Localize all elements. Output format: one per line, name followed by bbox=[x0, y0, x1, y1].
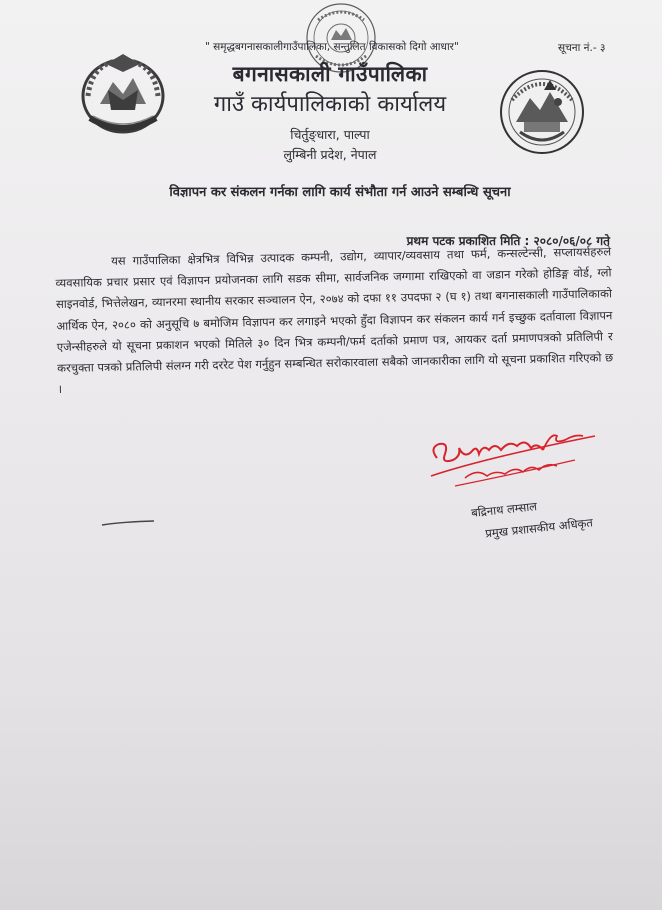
signatory-name: बद्रिनाथ लम्साल bbox=[470, 499, 538, 520]
slogan: " समृद्धबगनासकालीगाउँपालिका, सन्तुलित विकासको दिगो आधार" bbox=[205, 41, 459, 53]
handwritten-signature-icon bbox=[425, 420, 605, 500]
notice-number: सूचना नं.- ३ bbox=[558, 42, 606, 54]
signatory-title: प्रमुख प्रशासकीय अधिकृत bbox=[484, 515, 594, 541]
notice-body-text: यस गाउँपालिका क्षेत्रभित्र विभिन्न उत्पादक कम्पनी, उद्योग, व्यापार/व्यवसाय तथा फर्म, कन्सल्टेन्सी, सप्लायर्सहरुले व्यवसायिक प्रचार प्रसार एवं विज्ञापन प्रयोजनका लागि सडक सीमा, सार्वजनिक जग्गामा राखिएको वा जडान गरेको होडिङ्ग वोर्ड, ग्लो साइनवोर्ड, भित्तेलेखन, व्यानरमा स्थानीय सरकार सञ्चालन ऐन, २०७४ को दफा ११ उपदफा २ (घ १) तथा बगनासकाली गाउँपालिकाको आर्थिक ऐन, २०८० को अनुसूचि ७ बमोजिम विज्ञापन कर लगाइने भएको हुँदा विज्ञापन कर संकलन कार्य गर्न इच्छुक दर्तावाला विज्ञापन एजेन्सीहरुले यो सूचना प्रकाशन भएको मितिले ३० दिन भित्र कम्पनी/फर्म दर्ताको प्रमाण पत्र, आयकर दर्ता प्रमाणपत्रको प्रतिलिपी र करचुक्ता पत्रको प्रतिलिपी संलग्न गरी दररेट पेश गर्नुहुन सम्बन्धित सरोकारवाला सबैको जानकारीका लागि यो सूचना प्रकाशित गरिएको छ । bbox=[55, 244, 614, 397]
stray-pen-mark bbox=[100, 518, 156, 528]
address-line-2: लुम्बिनी प्रदेश, नेपाल bbox=[283, 147, 377, 162]
organization-name: बगनासकाली गाउँपालिका bbox=[232, 62, 428, 86]
publication-date: प्रथम पटक प्रकाशित मिति : २०८०/०६/०८ गते bbox=[406, 234, 610, 248]
notice-subject: विज्ञापन कर संकलन गर्नका लागि कार्य संभौता गर्न आउने सम्बन्धि सूचना bbox=[169, 185, 511, 200]
address-line-1: चिर्तुङ्धारा, पाल्पा bbox=[290, 127, 370, 142]
office-name: गाउँ कार्यपालिकाको कार्यालय bbox=[213, 92, 447, 117]
notice-body bbox=[55, 241, 614, 400]
